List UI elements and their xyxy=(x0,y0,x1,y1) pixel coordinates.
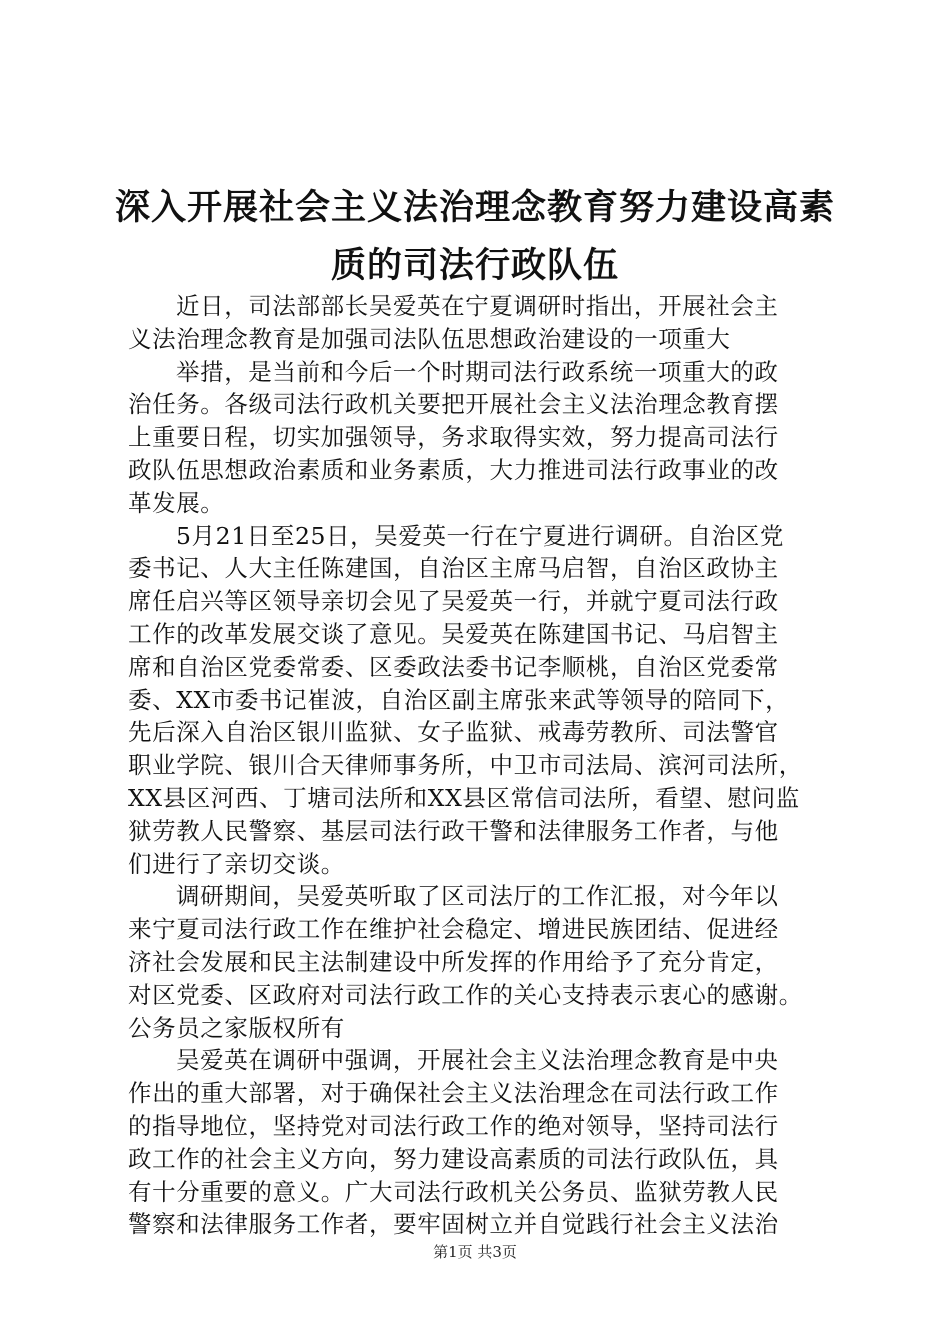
text-line: 上重要日程，切实加强领导，务求取得实效，努力提高司法行 xyxy=(128,423,779,452)
text-line: 举措，是当前和今后一个时期司法行政系统一项重大的政 xyxy=(176,357,779,386)
text-line: 来宁夏司法行政工作在维护社会稳定、增进民族团结、促进经 xyxy=(128,915,779,944)
text-line: 对区党委、区政府对司法行政工作的关心支持表示衷心的感谢。 xyxy=(128,980,803,1009)
text-line: 的指导地位，坚持党对司法行政工作的绝对领导，坚持司法行 xyxy=(128,1111,779,1140)
text-line: 政工作的社会主义方向，努力建设高素质的司法行政队伍，具 xyxy=(128,1144,779,1173)
text-line: 5月21日至25日，吴爱英一行在宁夏进行调研。自治区党 xyxy=(176,521,784,550)
text-line: 有十分重要的意义。广大司法行政机关公务员、监狱劳教人民 xyxy=(128,1177,779,1206)
text-line: 警察和法律服务工作者，要牢固树立并自觉践行社会主义法治 xyxy=(128,1210,779,1239)
text-line: 狱劳教人民警察、基层司法行政干警和法律服务工作者，与他 xyxy=(128,816,779,845)
document-title-line-2: 质的司法行政队伍 xyxy=(330,245,619,286)
text-line: 席任启兴等区领导亲切会见了吴爱英一行，并就宁夏司法行政 xyxy=(128,587,779,616)
text-line: 济社会发展和民主法制建设中所发挥的作用给予了充分肯定， xyxy=(128,947,779,976)
text-line: 公务员之家版权所有 xyxy=(128,1013,345,1042)
text-line: 政队伍思想政治素质和业务素质，大力推进司法行政事业的改 xyxy=(128,455,779,484)
text-line: 作出的重大部署，对于确保社会主义法治理念在司法行政工作 xyxy=(128,1079,779,1108)
text-line: 席和自治区党委常委、区委政法委书记李顺桃，自治区党委常 xyxy=(128,652,779,681)
document-body xyxy=(128,290,848,1241)
text-line: 职业学院、银川合天律师事务所，中卫市司法局、滨河司法所， xyxy=(128,751,803,780)
text-line: 近日，司法部部长吴爱英在宁夏调研时指出，开展社会主 xyxy=(176,292,779,320)
text-line: 们进行了亲切交谈。 xyxy=(128,849,345,878)
text-line: 吴爱英在调研中强调，开展社会主义法治理念教育是中央 xyxy=(176,1046,779,1075)
text-line: 工作的改革发展交谈了意见。吴爱英在陈建国书记、马启智主 xyxy=(128,619,779,648)
document-title-line-1: 深入开展社会主义法治理念教育努力建设高素 xyxy=(114,187,835,228)
text-line: 革发展。 xyxy=(128,488,225,517)
text-line: 委书记、人大主任陈建国，自治区主席马启智，自治区政协主 xyxy=(128,554,779,583)
text-line: XX县区河西、丁塘司法所和XX县区常信司法所，看望、慰问监 xyxy=(128,783,800,812)
page-footer: 第1页 共3页 xyxy=(433,1243,517,1261)
text-line: 先后深入自治区银川监狱、女子监狱、戒毒劳教所、司法警官 xyxy=(128,718,779,747)
text-line: 治任务。各级司法行政机关要把开展社会主义法治理念教育摆 xyxy=(128,390,779,419)
text-line: 调研期间，吴爱英听取了区司法厅的工作汇报，对今年以 xyxy=(176,882,779,911)
text-line: 委、XX市委书记崔波，自治区副主席张来武等领导的陪同下， xyxy=(128,685,790,714)
text-line: 义法治理念教育是加强司法队伍思想政治建设的一项重大 xyxy=(128,324,731,353)
